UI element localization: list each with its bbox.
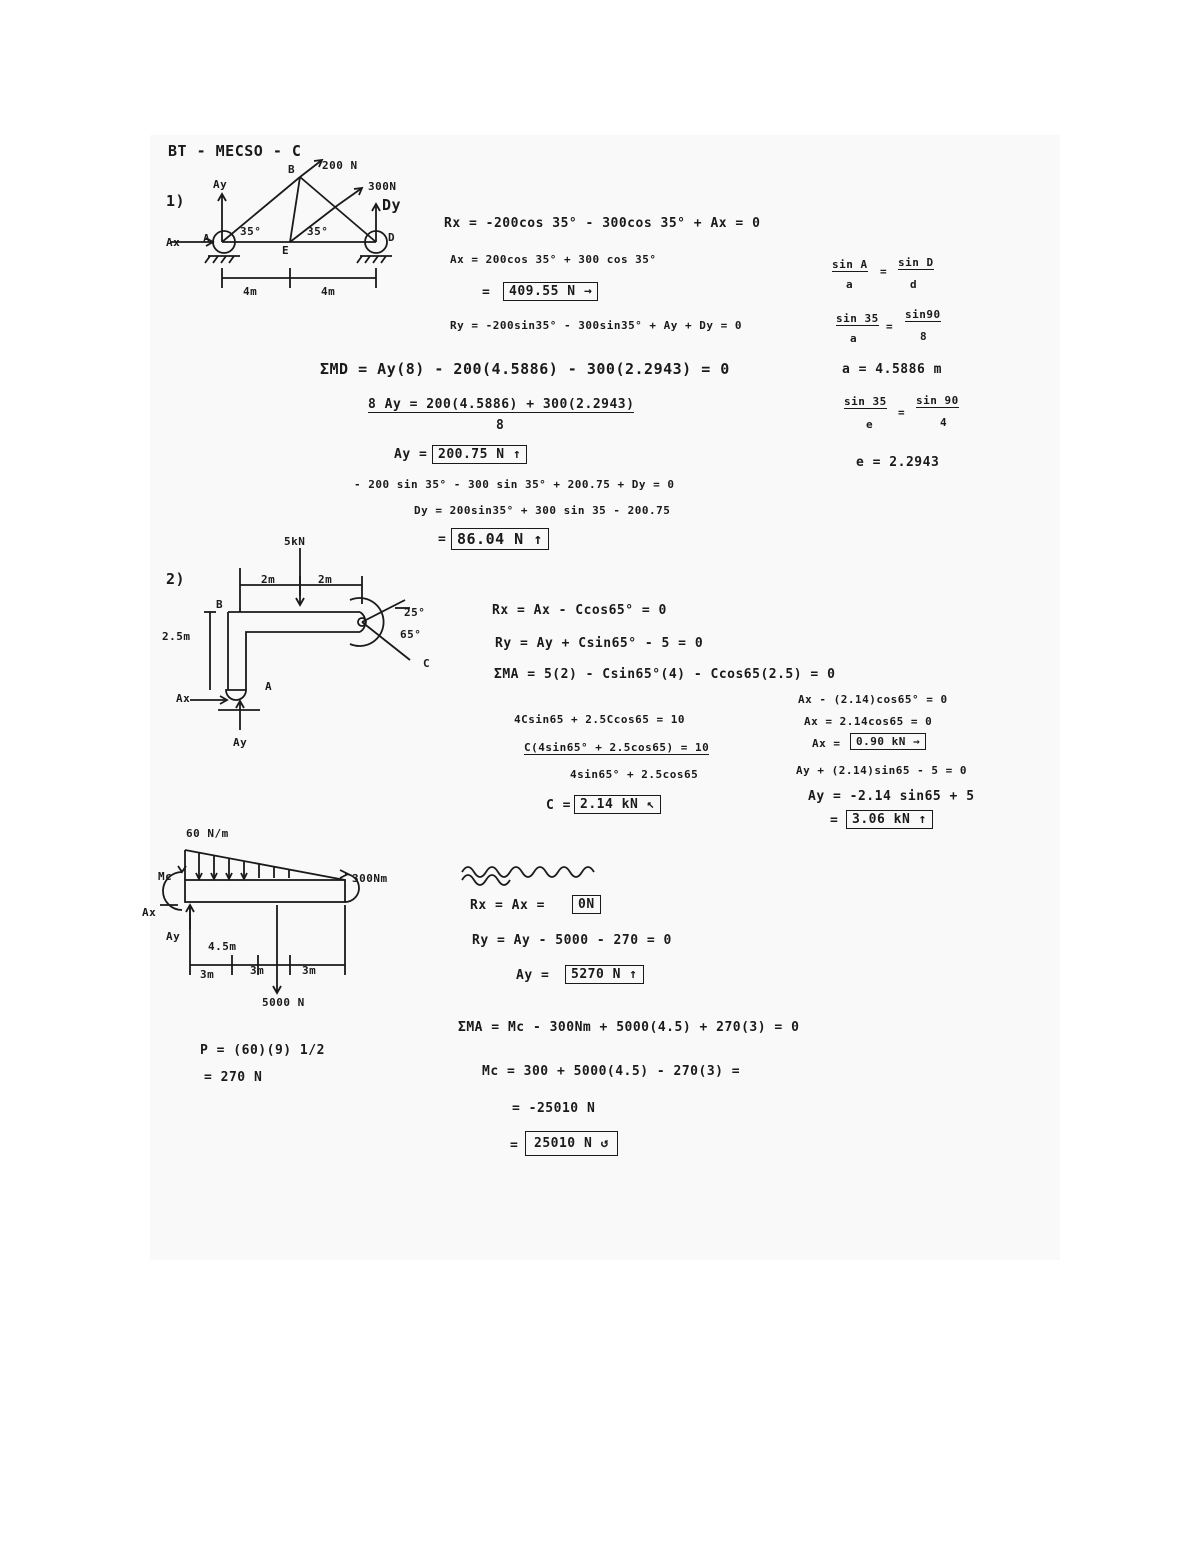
sines-1-eq: = xyxy=(880,265,888,278)
span-2-label: 4m xyxy=(321,285,336,298)
point-a2-label: A xyxy=(265,680,273,693)
point-d-label: D xyxy=(388,231,396,244)
point-b-label: B xyxy=(288,163,296,176)
dy-label: Dy xyxy=(382,196,402,214)
sines-1-den: a xyxy=(846,278,854,291)
angle-65-label: 65° xyxy=(400,628,422,641)
p2-eq-ay-1: Ay + (2.14)sin65 - 5 = 0 xyxy=(796,764,967,777)
p1-dy-prefix: = xyxy=(438,532,447,547)
load-5kn-label: 5kN xyxy=(284,535,306,548)
point-e-label: E xyxy=(282,244,290,257)
p3-eq-mc: Mc = 300 + 5000(4.5) - 270(3) = xyxy=(482,1064,741,1079)
angle-a-label: 35° xyxy=(240,225,262,238)
p2-answer-ay: 3.06 kN ↑ xyxy=(846,810,933,829)
ax2-label: Ax xyxy=(176,692,191,705)
p2-answer-c: 2.14 kN ↖ xyxy=(574,795,661,814)
p1-eq-ry: Ry = -200sin35° - 300sin35° + Ay + Dy = 0 xyxy=(450,319,743,332)
p2-eq-combined: 4Csin65 + 2.5Ccos65 = 10 xyxy=(514,713,685,726)
sines-3-den: e xyxy=(866,418,874,431)
p3-eq-mc-value: = -25010 N xyxy=(512,1101,596,1116)
p3-eq-ry: Ry = Ay - 5000 - 270 = 0 xyxy=(472,933,672,948)
span-1-label: 4m xyxy=(243,285,258,298)
p1-eq-ax: Ax = 200cos 35° + 300 cos 35° xyxy=(450,253,657,266)
sines-2-num: sin 35 xyxy=(836,312,879,325)
problem-1-number: 1) xyxy=(166,192,186,210)
p2-eq-ax-2: Ax = 2.14cos65 = 0 xyxy=(804,715,933,728)
dim-4-5m-label: 4.5m xyxy=(208,940,237,953)
p1-eq-moment-d: ΣMD = Ay(8) - 200(4.5886) - 300(2.2943) = 0 xyxy=(320,360,730,378)
p1-eq-dy: Dy = 200sin35° + 300 sin 35 - 200.75 xyxy=(414,504,671,517)
p1-ay-prefix: Ay = xyxy=(394,447,428,462)
sines-1-num: sin A xyxy=(832,258,868,271)
sines-2-num2: sin90 xyxy=(905,308,941,321)
dim-2m-right-label: 2m xyxy=(318,573,333,586)
p3-eq-rx: Rx = Ax = xyxy=(470,898,545,913)
p1-eq-8ay-denominator: 8 xyxy=(496,418,505,433)
p3-resultant-value: = 270 N xyxy=(204,1070,263,1085)
point-c-label: C xyxy=(423,657,431,670)
sines-3-den2: 4 xyxy=(940,416,948,429)
dim-2m-left-label: 2m xyxy=(261,573,276,586)
p1-answer-ay: 200.75 N ↑ xyxy=(432,445,527,464)
ay2-label: Ay xyxy=(233,736,248,749)
p2-answer-ax: 0.90 kN → xyxy=(850,733,926,750)
p3-answer-rx: 0N xyxy=(572,895,601,914)
p2-eq-factored-denominator: 4sin65° + 2.5cos65 xyxy=(570,768,699,781)
p1-eq-rx: Rx = -200cos 35° - 300cos 35° + Ax = 0 xyxy=(444,216,761,231)
force-200n-label: 200 N xyxy=(322,159,358,172)
problem-2-number: 2) xyxy=(166,570,186,588)
p3-resultant-p: P = (60)(9) 1/2 xyxy=(200,1043,325,1058)
p2-ax-prefix: Ax = xyxy=(812,737,841,750)
sines-2-eq: = xyxy=(886,320,894,333)
p2-eq-rx: Rx = Ax - Ccos65° = 0 xyxy=(492,603,667,618)
point-load-label: 5000 N xyxy=(262,996,305,1009)
sines-1-den2: d xyxy=(910,278,918,291)
ax3-label: Ax xyxy=(142,906,157,919)
dim-3m-c-label: 3m xyxy=(302,964,317,977)
p2-eq-ax-1: Ax - (2.14)cos65° = 0 xyxy=(798,693,948,706)
sines-result-a: a = 4.5886 m xyxy=(842,362,942,377)
dim-3m-b-label: 3m xyxy=(250,964,265,977)
distributed-load-label: 60 N/m xyxy=(186,827,229,840)
ax-label: Ax xyxy=(166,236,181,249)
sines-3-eq: = xyxy=(898,406,906,419)
p1-answer-ax: 409.55 N → xyxy=(503,282,598,301)
p2-ay-prefix: = xyxy=(830,813,839,828)
p1-eq-8ay: 8 Ay = 200(4.5886) + 300(2.2943) xyxy=(368,397,635,412)
height-label: 2.5m xyxy=(162,630,191,643)
force-300n-label: 300N xyxy=(368,180,397,193)
p2-eq-ay-2: Ay = -2.14 sin65 + 5 xyxy=(808,789,975,804)
sines-1-num2: sin D xyxy=(898,256,934,269)
sines-2-den2: 8 xyxy=(920,330,928,343)
mc-label: Mc xyxy=(158,870,173,883)
p3-answer-ay: 5270 N ↑ xyxy=(565,965,644,984)
ay-label: Ay xyxy=(213,178,228,191)
p3-mc-prefix: = xyxy=(510,1138,519,1153)
p3-eq-moment-a: ΣMA = Mc - 300Nm + 5000(4.5) + 270(3) = 0 xyxy=(458,1020,800,1035)
sines-2-den: a xyxy=(850,332,858,345)
point-a-label: A xyxy=(203,232,211,245)
p2-eq-factored: C(4sin65° + 2.5cos65) = 10 xyxy=(524,741,710,754)
sines-3-num2: sin 90 xyxy=(916,394,959,407)
ay3-label: Ay xyxy=(166,930,181,943)
p3-ay-prefix: Ay = xyxy=(516,968,550,983)
p2-eq-moment-a: ΣMA = 5(2) - Csin65°(4) - Ccos65(2.5) = 0 xyxy=(494,667,836,682)
moment-300nm-label: 300Nm xyxy=(352,872,388,885)
p3-answer-mc: 25010 N ↺ xyxy=(525,1131,618,1156)
dim-3m-a-label: 3m xyxy=(200,968,215,981)
angle-e-label: 35° xyxy=(307,225,329,238)
sines-result-e: e = 2.2943 xyxy=(856,455,940,470)
p2-eq-ry: Ry = Ay + Csin65° - 5 = 0 xyxy=(495,636,704,651)
sines-3-num: sin 35 xyxy=(844,395,887,408)
p1-ax-prefix: = xyxy=(482,285,491,300)
sheet-title: BT - MECSO - C xyxy=(168,142,302,160)
point-b2-label: B xyxy=(216,598,224,611)
p1-eq-sum-y: - 200 sin 35° - 300 sin 35° + 200.75 + Dy = 0 xyxy=(354,478,675,491)
p1-answer-dy: 86.04 N ↑ xyxy=(451,528,549,550)
angle-25-label: 25° xyxy=(404,606,426,619)
p2-c-prefix: C = xyxy=(546,798,571,813)
